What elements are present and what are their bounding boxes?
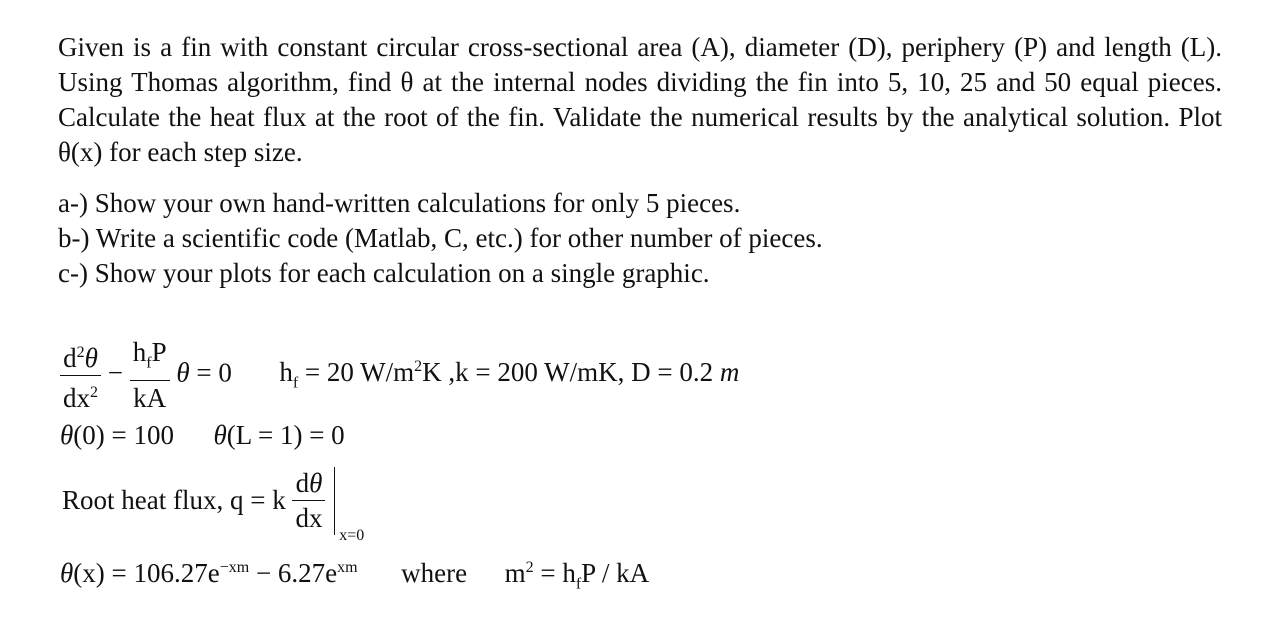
analytical-solution: $\theta(x) = 106.27e^{-xm} - 6.27e^{xm}$ where $m^2 = h_fP$ / kA	[60, 558, 650, 593]
task-a: a-) Show your own hand-written calculations for only 5 pieces.	[58, 188, 741, 218]
governing-equation: $\frac{d^2\theta}{dx^2}$ − $\frac{h_fP}{kA}$ θ = 0 $h_f = 20$ $W/m^2K$ ,k = 200 W/mK, D = 0.2 m	[60, 335, 739, 415]
task-list	[58, 186, 823, 291]
m-definition: $m^2 = h_fP$ / kA	[504, 558, 650, 593]
where-label: where	[401, 558, 468, 588]
ode-second-derivative: $\frac{d^2\theta}{dx^2}$	[60, 336, 101, 415]
boundary-condition-root: θ(0) = 100	[60, 420, 174, 450]
ode-coefficient: $\frac{h_fP}{kA}$	[130, 335, 170, 415]
task-c: c-) Show your plots for each calculation on a single graphic.	[58, 258, 710, 288]
problem-statement: Given is a fin with constant circular cross-sectional area (A), diameter (D), periphery (P) and length (L). Using Thomas algorithm, find θ at the internal nodes dividing the fin into 5, 10, 25 and 50 equal pieces. Calculate the heat flux at the root of the fin. Validate the numerical results by the analytical solution. Plot θ(x) for each step size.	[58, 32, 1222, 167]
task-b: b-) Write a scientific code (Matlab, C, etc.) for other number of pieces.	[58, 223, 823, 253]
parameters: $h_f = 20$ $W/m^2K$ ,k = 200 W/mK, D = 0.2 m	[279, 357, 740, 392]
evaluation-bar: x=0	[334, 467, 395, 535]
boundary-conditions	[60, 420, 345, 451]
root-heat-flux: Root heat flux, q = k $\frac{d\theta}{dx}$ x=0	[62, 466, 395, 535]
flux-derivative: $\frac{d\theta}{dx}$	[292, 466, 325, 535]
boundary-condition-tip: θ(L = 1) = 0	[213, 420, 345, 450]
